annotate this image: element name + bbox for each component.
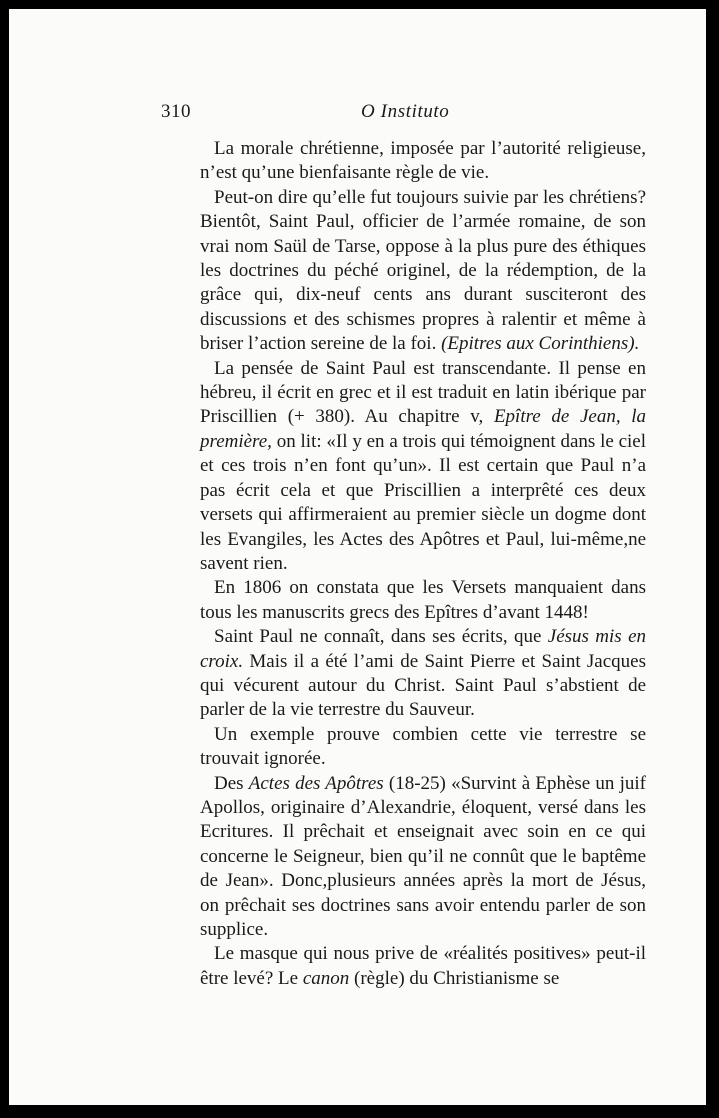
book-page (9, 9, 706, 1105)
paragraph: Des Actes des Apôtres (18-25) «Survint à Ephèse un juif Apollos, originaire d’Alexandrie, éloquent, versé dans les Ecritures. Il prêchait et enseignait avec soin en ce qui concerne le Seigneur, bien qu’il ne connût que le baptême de Jean». Donc,plusieurs années après la mort de Jésus, on prêchait ses doctrines sans avoir entendu parler de son supplice. (200, 772, 646, 940)
paragraph: Peut-on dire qu’elle fut toujours suivie par les chrétiens? Bientôt, Saint Paul, officier de l’armée romaine, de son vrai nom Saül de Tarse, oppose à la plus pure des éthiques les doctrines du péché originel, de la rédemption, de la grâce qui, dix-neuf cents ans durant susciteront des discussions et des schismes propres à ralentir et même à briser l’action sereine de la foi. (Epitres aux Corinthiens). (200, 186, 646, 355)
paragraph: Un exemple prouve combien cette vie terrestre se trouvait ignorée. (200, 723, 646, 770)
paragraph: Saint Paul ne connaît, dans ses écrits, que Jésus mis en croix. Mais il a été l’ami de Saint Pierre et Saint Jacques qui vécurent autour du Christ. Saint Paul s’abstient de parler de la vie terrestre du Sauveur. (200, 626, 647, 721)
page-header (161, 101, 631, 129)
body-text (200, 137, 646, 991)
paragraph: La pensée de Saint Paul est transcendante. Il pense en hébreu, il écrit en grec et il est traduit en latin ibérique par Priscillien (+ 380). Au chapitre v, Epître de Jean, la première, on lit: «Il y en a trois qui témoignent dans le ciel et ces trois n’en font qu’un». Il est certain que Paul n’a pas écrit cela et que Priscillien a interprêté ces deux versets qui affirmeraient au premier siècle un dogme dont les Evangiles, les Actes des Apôtres et Paul, lui-même,ne savent rien. (200, 357, 646, 574)
page-number: 310 (161, 101, 191, 122)
paragraph: Le masque qui nous prive de «réalités positives» peut-il être levé? Le canon (règle) du Christianisme se (200, 943, 646, 989)
running-title: O Instituto (361, 101, 450, 122)
paragraph: La morale chrétienne, imposée par l’autorité religieuse, n’est qu’une bienfaisante règle de vie. (200, 138, 646, 184)
paragraph: En 1806 on constata que les Versets manquaient dans tous les manuscrits grecs des Epîtres d’avant 1448! (200, 577, 646, 623)
